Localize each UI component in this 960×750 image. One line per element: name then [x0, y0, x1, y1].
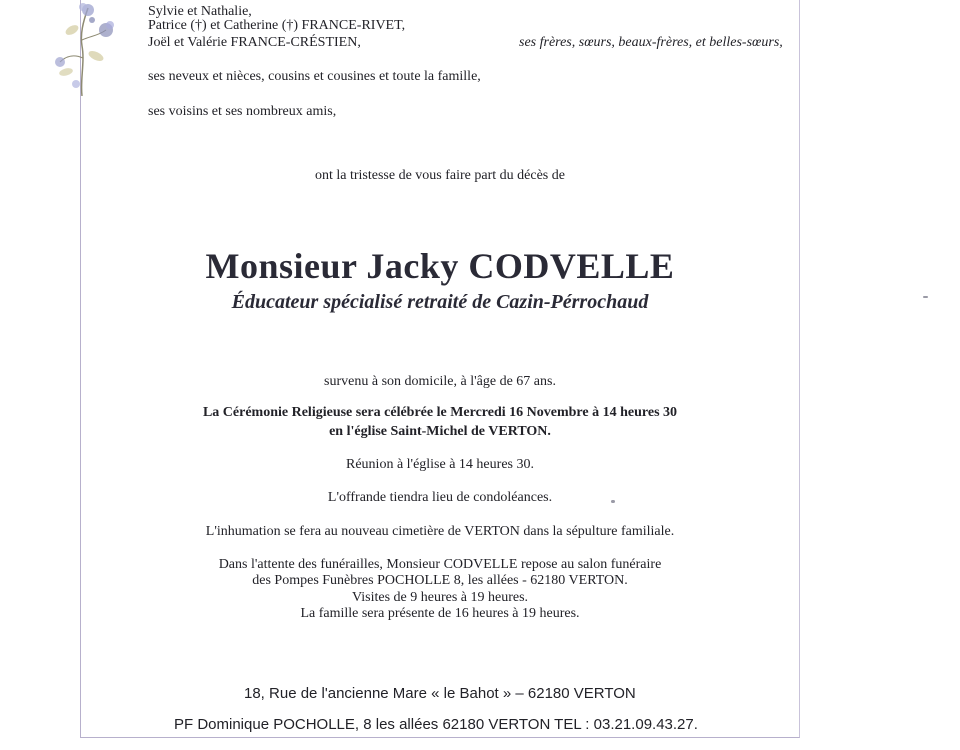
ceremony-line-2: en l'église Saint-Michel de VERTON. [329, 424, 551, 439]
family-line-3: Joël et Valérie FRANCE-CRÉSTIEN, [148, 35, 361, 50]
scan-speck [611, 500, 615, 503]
scan-speck [923, 296, 928, 298]
family-line-1: Sylvie et Nathalie, [148, 4, 252, 19]
family-relation: ses frères, sœurs, beaux-frères, et belles-sœurs, [519, 35, 783, 50]
visitation-line-1: Dans l'attente des funérailles, Monsieur CODVELLE repose au salon funéraire [218, 557, 662, 572]
deceased-occupation: Éducateur spécialisé retraité de Cazin-Pérrochaud [231, 291, 649, 313]
visitation-line-2: des Pompes Funèbres POCHOLLE 8, les allées - 62180 VERTON. [252, 573, 628, 588]
family-line-4: ses neveux et nièces, cousins et cousines et toute la famille, [148, 69, 481, 84]
burial-text: L'inhumation se fera au nouveau cimetière de VERTON dans la sépulture familiale. [205, 524, 675, 539]
visitation-line-4: La famille sera présente de 16 heures à 19 heures. [300, 606, 580, 621]
footer-funeral-home: PF Dominique POCHOLLE, 8 les allées 62180 VERTON TEL : 03.21.09.43.27. [174, 716, 698, 733]
ceremony-line-1: La Cérémonie Religieuse sera célébrée le Mercredi 16 Novembre à 14 heures 30 [202, 405, 678, 420]
announcement-intro: ont la tristesse de vous faire part du décès de [315, 168, 565, 183]
flower-ornament-icon [52, 0, 122, 96]
footer-address: 18, Rue de l'ancienne Mare « le Bahot » – 62180 VERTON [244, 685, 636, 702]
family-line-2: Patrice (†) et Catherine (†) FRANCE-RIVET, [148, 18, 406, 33]
visitation-line-3: Visites de 9 heures à 19 heures. [351, 590, 529, 605]
deceased-name: Monsieur Jacky CODVELLE [205, 246, 675, 286]
family-line-5: ses voisins et ses nombreux amis, [148, 104, 337, 119]
circumstance-text: survenu à son domicile, à l'âge de 67 ans. [324, 374, 556, 389]
offering-text: L'offrande tiendra lieu de condoléances. [327, 490, 553, 505]
meeting-text: Réunion à l'église à 14 heures 30. [346, 457, 534, 472]
